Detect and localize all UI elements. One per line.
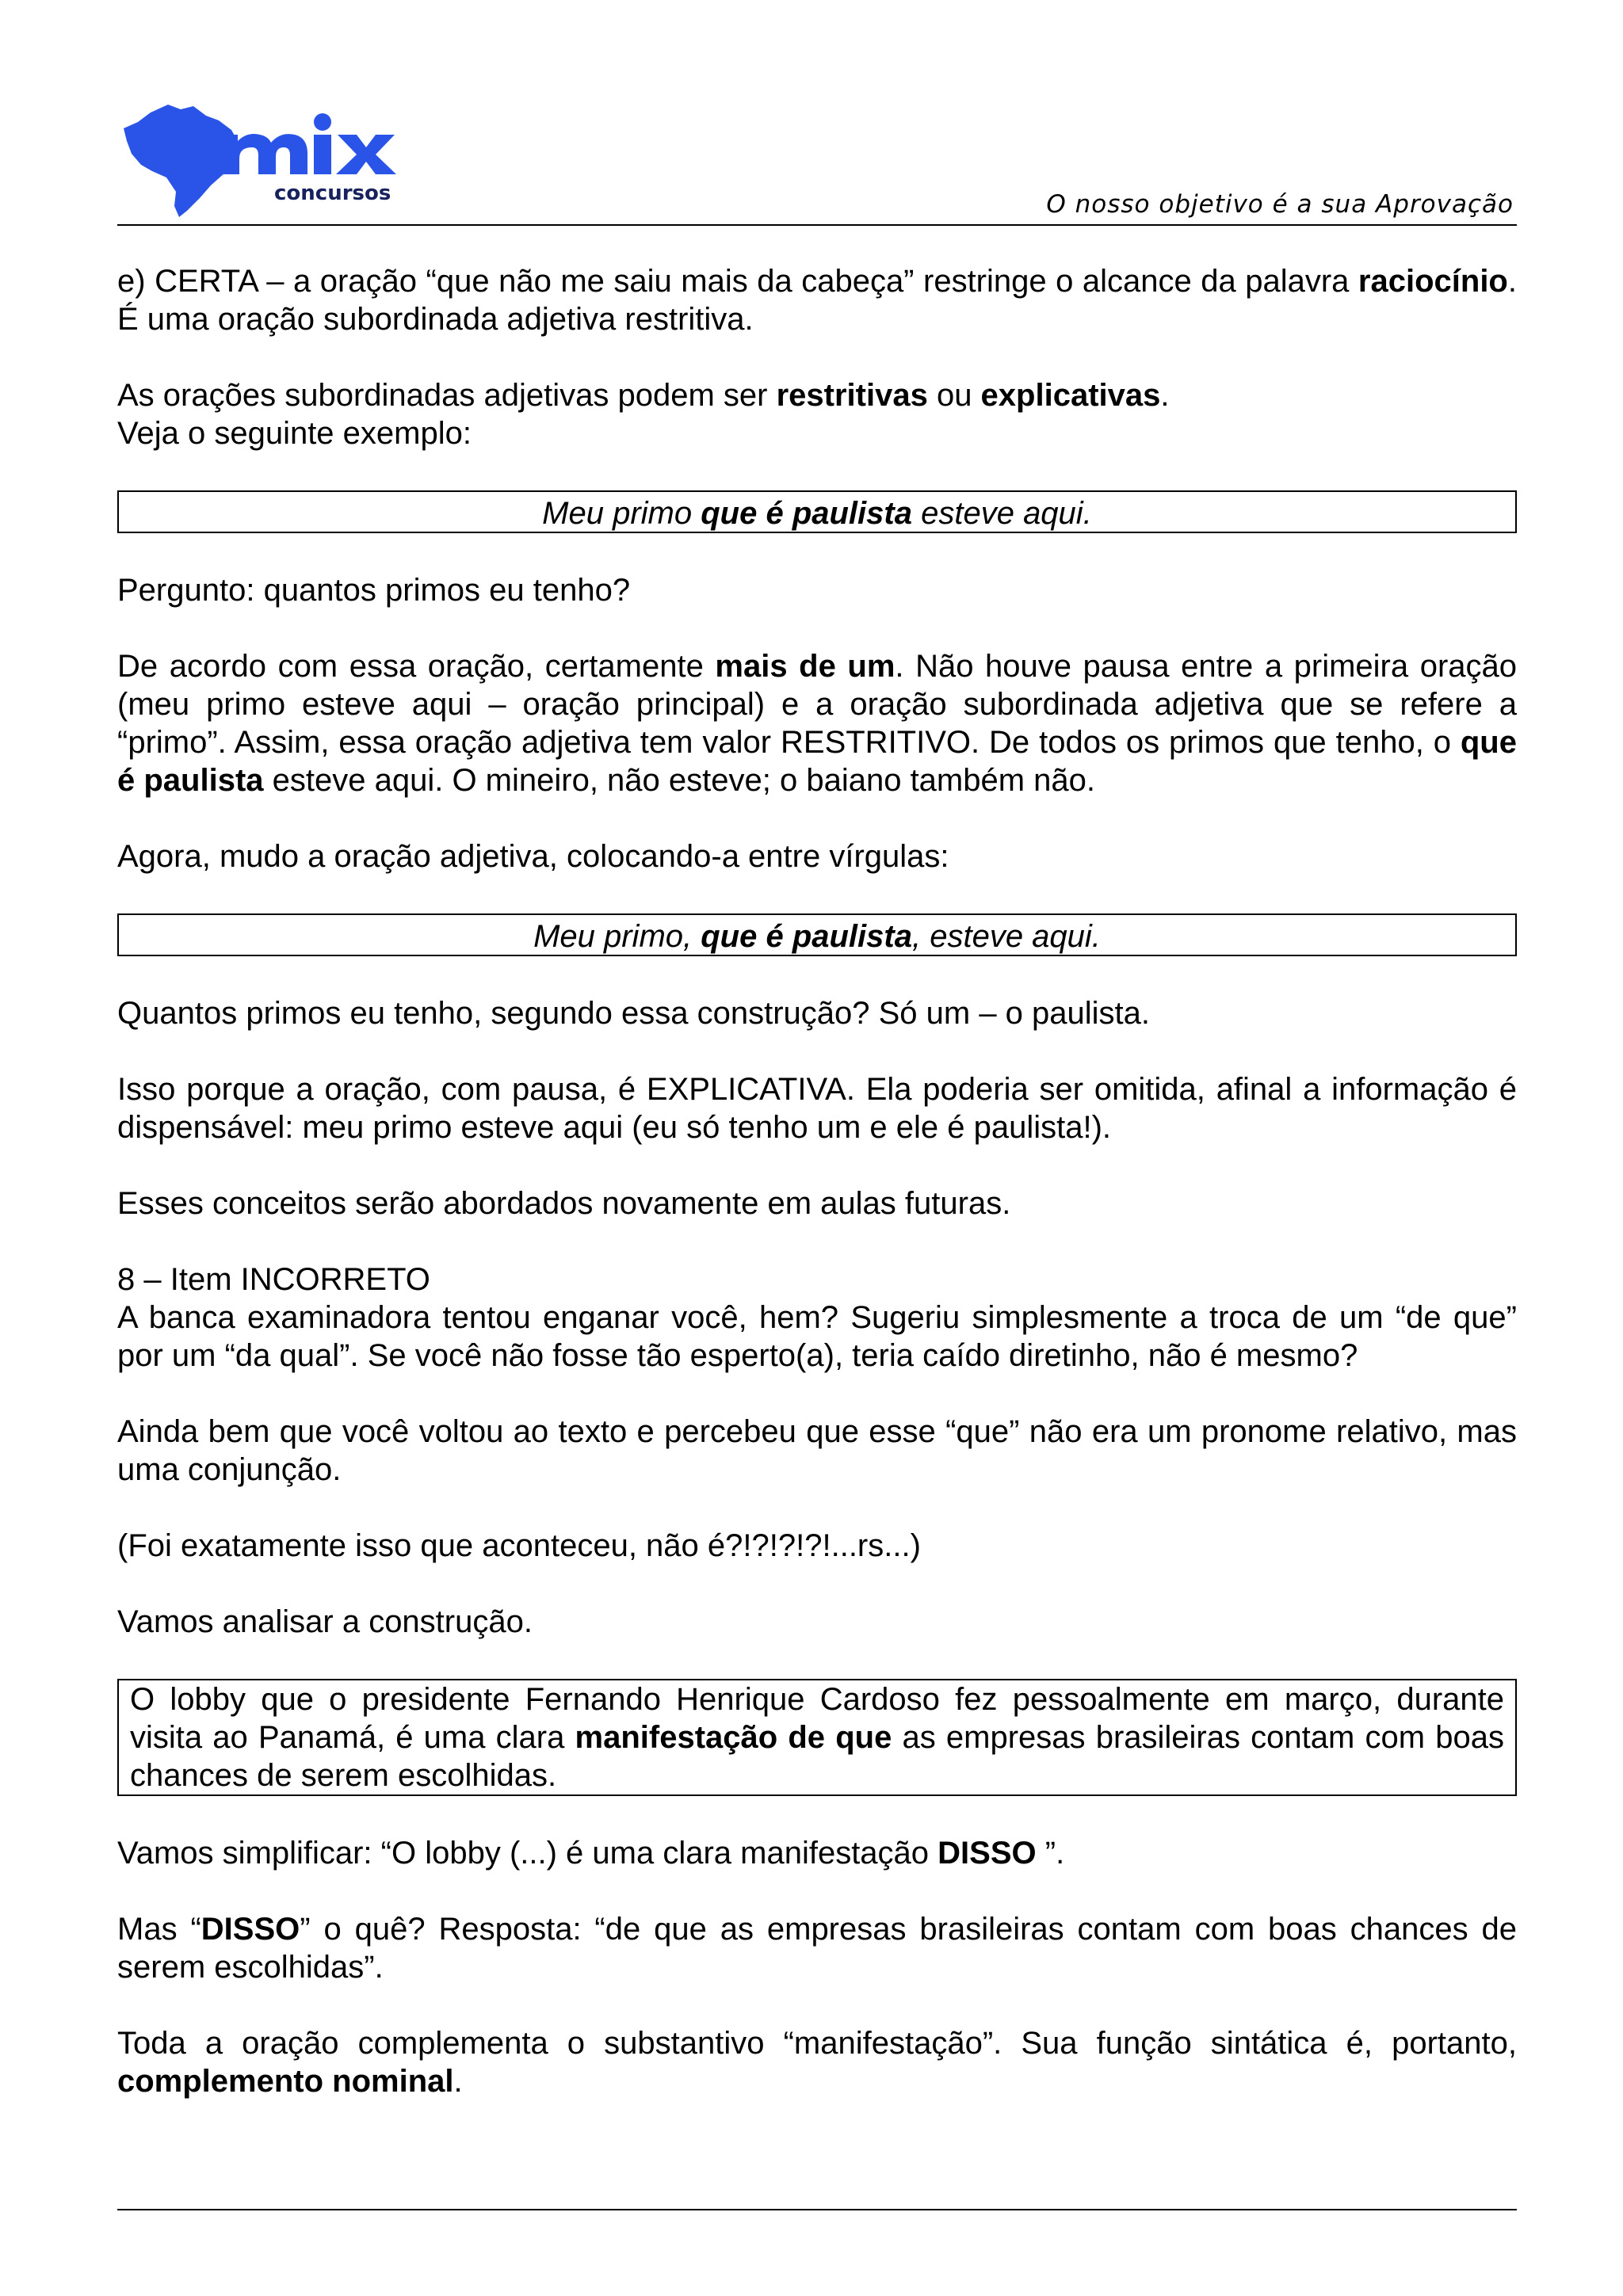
bold-term: DISSO <box>938 1836 1037 1871</box>
logo-letter-x <box>336 135 396 174</box>
paragraph-foi-exatamente: (Foi exatamente isso que aconteceu, não é?!?!?!?!...rs...) <box>117 1528 921 1563</box>
text-segment: Mas “ <box>117 1912 201 1947</box>
header-tagline: O nosso objetivo é a sua Aprovação <box>1046 190 1514 219</box>
paragraph-quantos-primos: Quantos primos eu tenho, segundo essa construção? Só um – o paulista. <box>117 996 1151 1031</box>
paragraph-certa <box>117 262 1517 338</box>
text-segment: ”. <box>1036 1836 1065 1871</box>
bold-term: DISSO <box>200 1912 300 1947</box>
text-segment: ou <box>927 378 981 413</box>
example-box-restritiva <box>117 490 1517 533</box>
text-segment: Toda a oração complementa o substantivo “manifestação”. Sua função sintática é, portanto, <box>117 2026 1517 2061</box>
paragraph-disso-resposta <box>117 1910 1517 1986</box>
bold-term: restritivas <box>776 378 928 413</box>
bold-term: que é paulista <box>117 725 1517 798</box>
brazil-map-logo-icon <box>120 98 422 217</box>
page-header <box>117 0 1517 226</box>
logo-letter-m <box>222 134 307 174</box>
text-segment: e) CERTA – a oração “que não me saiu mais da cabeça” restringe o alcance da palavra <box>117 264 1358 299</box>
logo-letter-i <box>314 135 331 174</box>
text-segment: ” o quê? Resposta: “de que as empresas brasileiras contam com boas chances de serem escolhidas”. <box>117 1912 1518 1985</box>
paragraph-restritivo-explanation <box>117 647 1517 799</box>
paragraph-veja-exemplo: Veja o seguinte exemplo: <box>117 416 472 451</box>
document-body <box>117 262 1517 2138</box>
text-segment: . <box>1160 378 1170 413</box>
logo-letter-i-dot <box>314 113 331 131</box>
text-segment: as empresas brasileiras contam com boas chances de serem escolhidas. <box>130 1720 1504 1793</box>
text-segment: Vamos simplificar: “O lobby (...) é uma clara manifestação <box>117 1836 938 1871</box>
bold-term: que é paulista <box>701 496 912 531</box>
text-segment: De acordo com essa oração, certamente <box>117 649 716 684</box>
document-page <box>117 0 1518 2099</box>
logo-subword: concursos <box>274 181 391 205</box>
paragraph-banca: A banca examinadora tentou enganar você, hem? Sugeriu simplesmente a troca de um “de que” por um “da qual”. Se você não fosse tão esperto(a), teria caído diretinho, não é mesmo? <box>117 1300 1517 1373</box>
bold-term: explicativas <box>980 378 1161 413</box>
bold-term: que é paulista <box>701 919 912 954</box>
paragraph-explicativa-explanation: Isso porque a oração, com pausa, é EXPLICATIVA. Ela poderia ser omitida, afinal a informação é dispensável: meu primo esteve aqui (eu só tenho um e ele é paulista!). <box>117 1072 1517 1145</box>
text-segment: Meu primo <box>542 496 701 531</box>
bold-term: manifestação de que <box>575 1720 892 1755</box>
example-box-explicativa <box>117 913 1517 956</box>
quote-text <box>130 1680 1504 1794</box>
text-segment: . Não houve pausa entre a primeira oração (meu primo esteve aqui – oração principal) e a oração subordinada adjetiva que se refere a “primo”. Assim, essa oração adjetiva tem valor RESTRITIVO. De todos os primos que tenho, o <box>117 649 1517 760</box>
header-divider <box>117 224 1517 226</box>
paragraph-ainda-bem: Ainda bem que você voltou ao texto e percebeu que esse “que” não era um pronome relativo, mas uma conjunção. <box>117 1414 1517 1487</box>
paragraph-restritivas-explicativas <box>117 376 1517 414</box>
bold-term: raciocínio <box>1358 264 1508 299</box>
text-segment: As orações subordinadas adjetivas podem ser <box>117 378 777 413</box>
paragraph-simplificar <box>117 1834 1517 1872</box>
paragraph-vamos-analisar: Vamos analisar a construção. <box>117 1604 533 1639</box>
bold-term: complemento nominal <box>117 2064 454 2099</box>
text-segment: , esteve aqui. <box>911 919 1101 954</box>
text-segment: O lobby que o presidente Fernando Henrique Cardoso fez pessoalmente em março, durante visita ao Panamá, é uma clara <box>130 1682 1504 1755</box>
text-segment: esteve aqui. <box>911 496 1092 531</box>
paragraph-agora-mudo: Agora, mudo a oração adjetiva, colocando-a entre vírgulas: <box>117 839 949 874</box>
text-segment: esteve aqui. O mineiro, não esteve; o baiano também não. <box>263 763 1096 798</box>
text-segment: . É uma oração subordinada adjetiva restritiva. <box>117 264 1517 337</box>
text-segment: . <box>453 2064 463 2099</box>
text-segment: Meu primo, <box>533 919 701 954</box>
paragraph-complemento-nominal <box>117 2024 1517 2100</box>
paragraph-conceitos: Esses conceitos serão abordados novamente em aulas futuras. <box>117 1186 1011 1221</box>
mix-concursos-logo <box>120 98 422 217</box>
quote-box-lobby <box>117 1679 1517 1796</box>
paragraph-pergunto: Pergunto: quantos primos eu tenho? <box>117 573 631 608</box>
bold-term: mais de um <box>715 649 896 684</box>
item-heading: 8 – Item INCORRETO <box>117 1262 430 1297</box>
footer-divider <box>117 2209 1517 2210</box>
